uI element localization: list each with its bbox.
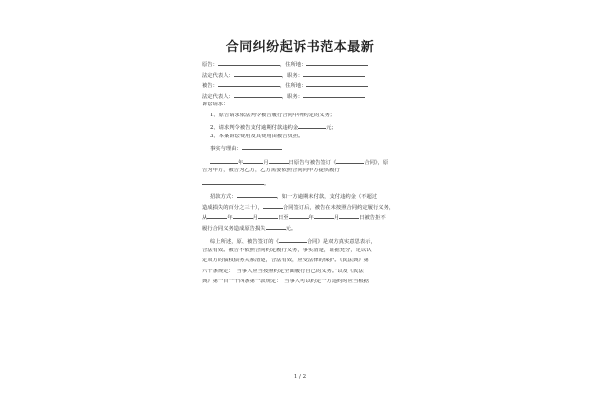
para1-text-1: 日原告与被告签订《 — [288, 159, 337, 166]
para3-line-2: 合法有效。被告不依照合同约定履行义务，事实清楚，证据充分，足以认 — [202, 247, 372, 253]
facts-heading-line — [202, 144, 424, 155]
para2-year-1: 年 — [227, 215, 233, 221]
claim-3: 3、本案诉讼费用及其费用由被告负担。 — [210, 133, 304, 139]
claim-2-line — [202, 123, 424, 134]
para1-text-2: 合同》，原 — [364, 159, 389, 166]
defendant-label: 被告： — [202, 83, 218, 89]
document-body — [202, 60, 424, 290]
facts-blank — [242, 144, 282, 150]
position-blank-2 — [303, 92, 365, 98]
claim-2: 2、请求判令被告支付逾期付款违约金 — [210, 125, 299, 131]
para3-text-1: 综上所述，原、被告签订的《 — [210, 239, 279, 245]
para2-day-to: 日至 — [277, 215, 289, 221]
residence-label-1: ，住所地： — [279, 62, 307, 68]
position-blank-1 — [303, 71, 365, 77]
para2-text-1: 招款方式： — [210, 194, 237, 200]
plaintiff-label: 原告： — [202, 62, 218, 68]
legal-rep-line-2 — [202, 92, 424, 103]
position-label-1: ，职务： — [281, 72, 303, 79]
para1-end: 。 — [264, 180, 270, 187]
para3-line-4: 六十条规定：“当事人应当按照约定全面履行自己的义务。”以及《民法 — [202, 268, 364, 274]
para2-line-2 — [202, 203, 424, 214]
para3-text-2: 合同》是双方真实意思表示， — [306, 239, 376, 245]
claim-2-blank — [298, 123, 326, 129]
para3-line-1 — [202, 237, 424, 248]
claims-heading: 诉讼请求： — [202, 102, 229, 107]
para1-line-1 — [202, 158, 424, 169]
para2-text-2: ，如一方逾期未付款，支付违约金（不超过 — [276, 194, 378, 200]
para2-from: 从 — [202, 215, 208, 221]
plaintiff-line — [202, 60, 424, 71]
legal-rep-label-2: 法定代表人： — [202, 93, 234, 100]
para1-line-2: 告为甲方，被告为乙方，乙方需要依照合同向甲方提供履行 — [202, 168, 340, 173]
para1-line-3 — [202, 179, 424, 190]
para1-year: 年 — [238, 159, 244, 166]
claim-1: 1、原告请求依法判令被告履行合同中所约定的义务； — [210, 112, 336, 118]
para2-line-1 — [202, 192, 424, 203]
claim-2-suffix: 元； — [326, 125, 337, 131]
position-label-2: ，职务： — [281, 93, 303, 100]
para2-year-2: 年 — [308, 215, 314, 221]
para2-refuse: 日被告拒不 — [359, 215, 386, 221]
para2-yuan: 元。 — [285, 225, 297, 232]
para2-text-3: 造成损失的百分之三十）， — [202, 204, 263, 211]
residence-blank-1 — [306, 60, 368, 66]
legal-rep-line-1 — [202, 71, 424, 82]
para2-line-3 — [202, 213, 424, 224]
para2-line-4 — [202, 224, 424, 235]
defendant-blank — [218, 81, 280, 87]
residence-label-2: ，住所地： — [279, 83, 307, 89]
para2-month-1: 月 — [252, 215, 258, 221]
residence-blank-2 — [306, 81, 368, 87]
para3-line-5: 典》第一百一十四条第一款规定：“当事人可以约定一方违约时应当根据 — [202, 279, 369, 284]
para2-loss: 履行合同义务造成原告损失 — [202, 225, 266, 232]
plaintiff-blank — [218, 60, 280, 66]
legal-rep-blank-2 — [234, 92, 282, 98]
facts-heading: 事实与理由： — [210, 146, 242, 152]
para1-month: 月 — [263, 159, 269, 166]
defendant-line — [202, 81, 424, 92]
para2-text-4: 合同签订后，被告在未按照合同约定履行义务， — [282, 204, 395, 211]
para3-line-3: 定双方的债权债务关系清楚，合法有效，应受法律的保护。《民法典》第 — [202, 258, 369, 263]
legal-rep-label-1: 法定代表人： — [202, 72, 234, 79]
legal-rep-blank-1 — [234, 71, 282, 77]
para2-month-2: 月 — [333, 215, 340, 221]
document-title: 合同纠纷起诉书范本最新 — [225, 40, 375, 55]
page-number: 1 / 2 — [293, 374, 307, 380]
